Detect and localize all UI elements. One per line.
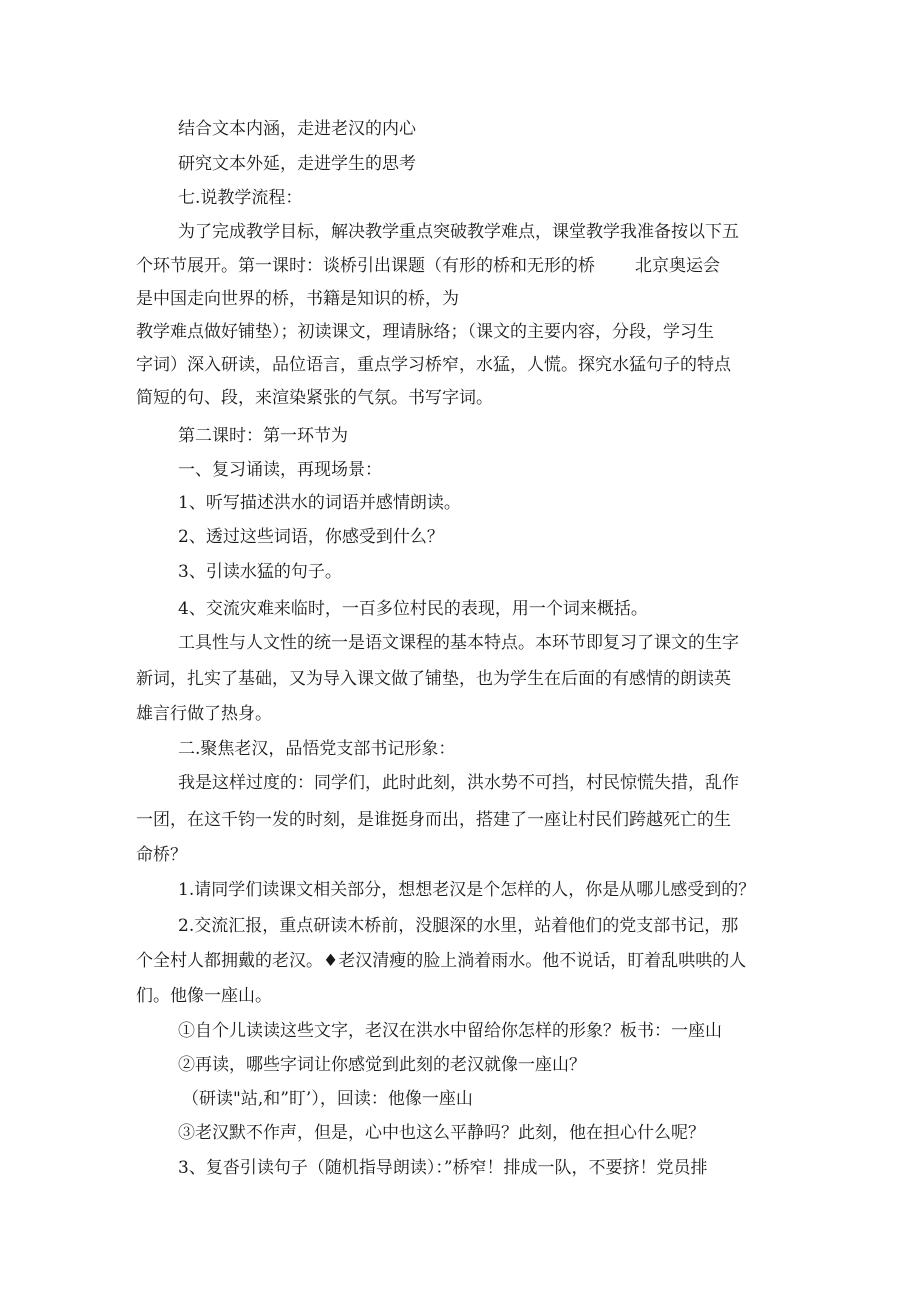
section-heading: 七.说教学流程： (178, 188, 303, 208)
list-item: 2、透过这些词语，你感受到什么？ (178, 527, 444, 547)
text-line: 是中国走向世界的桥，书籍是知识的桥，为 (136, 289, 459, 309)
text-line: 雄言行做了热身。 (136, 704, 272, 724)
text-line: 研究文本外延，走进学生的思考 (178, 154, 416, 174)
list-item: ③老汉默不作声，但是，心中也这么平静吗？此刻，他在担心什么呢？ (178, 1123, 705, 1143)
list-item: ①自个儿读读这些文字，老汉在洪水中留给你怎样的形象？板书：一座山 (178, 1021, 722, 1041)
list-item: 3、引读水猛的句子。 (178, 562, 342, 582)
list-item: 3、复沓引读句子（随机指导朗读）：”桥窄！排成一队，不要挤！党员排 (178, 1158, 708, 1178)
text-line (136, 254, 720, 278)
text-line: 命桥？ (136, 845, 187, 865)
text-line: 们。他像一座山。 (136, 986, 272, 1006)
text-line: 我是这样过度的：同学们，此时此刻，洪水势不可挡，村民惊慌失措，乱作 (178, 773, 739, 793)
text-line: 教学难点做好铺垫）；初读课文，理请脉络；（课文的主要内容，分段，学习生 (136, 322, 714, 342)
list-item: 4、交流灾难来临时，一百多位村民的表现，用一个词来概括。 (178, 599, 648, 619)
text-line: 结合文本内涵，走进老汉的内心 (178, 119, 416, 139)
list-item: 2.交流汇报，重点研读木桥前，没腿深的水里，站着他们的党支部书记，那 (178, 916, 739, 936)
text-line: 新词，扎实了基础，又为导入课文做了铺垫，也为学生在后面的有感情的朗读英 (136, 669, 731, 689)
text-line: 第二课时：第一环节为 (178, 426, 348, 446)
text-line: 工具性与人文性的统一是语文课程的基本特点。本环节即复习了课文的生字 (178, 633, 739, 653)
text-segment: 个环节展开。第一课时：谈桥引出课题（有形的桥和无形的桥 (136, 256, 595, 276)
text-line: 简短的句、段，来渲染紧张的气氛。书写字词。 (136, 388, 493, 408)
text-line: 字词）深入研读，品位语言，重点学习桥窄，水猛，人慌。探究水猛句子的特点 (136, 355, 731, 375)
section-heading: 一、复习诵读，再现场景： (178, 460, 382, 480)
text-segment: 北京奥运会 (635, 256, 720, 276)
list-item: 1.请同学们读课文相关部分，想想老汉是个怎样的人，你是从哪儿感受到的？ (178, 880, 756, 900)
text-line: 个全村人都拥戴的老汉。♦老汉清瘦的脸上淌着雨水。他不说话，盯着乱哄哄的人 (136, 951, 747, 971)
text-line: （研读"站,和”盯’），回读：他像一座山 (182, 1089, 473, 1109)
list-item: ②再读，哪些字词让你感觉到此刻的老汉就像一座山？ (178, 1055, 586, 1075)
text-line: 一团，在这千钧一发的时刻，是谁挺身而出，搭建了一座让村民们跨越死亡的生 (136, 810, 731, 830)
list-item: 1、听写描述洪水的词语并感情朗读。 (178, 493, 461, 513)
text-line: 为了完成教学目标，解决教学重点突破教学难点，课堂教学我准备按以下五 (178, 222, 739, 242)
section-heading: 二.聚焦老汉，品悟党支部书记形象： (178, 739, 456, 759)
